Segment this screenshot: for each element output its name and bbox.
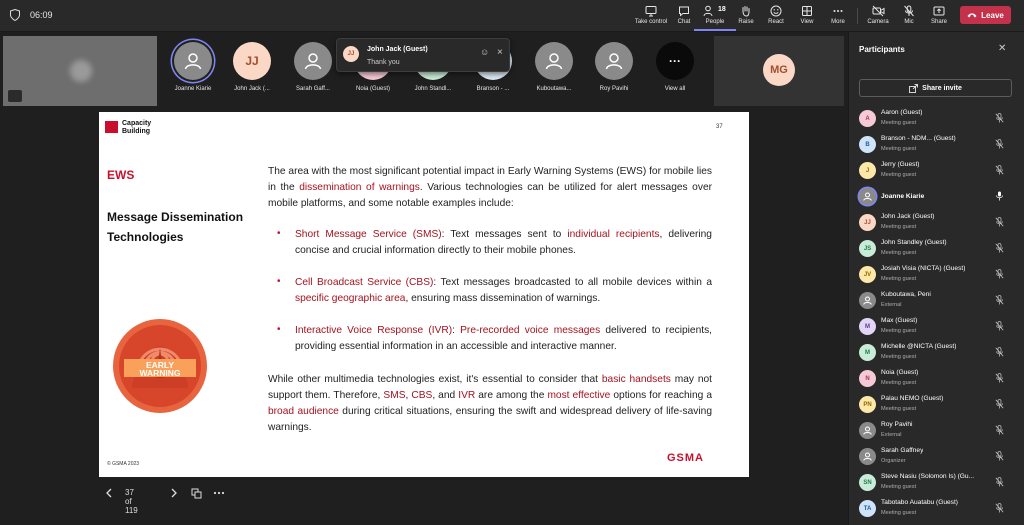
- avatar: JJ: [233, 42, 271, 80]
- mic-off-icon: [995, 477, 1004, 487]
- avatar: B: [859, 136, 876, 153]
- person-icon: [603, 50, 625, 72]
- early-warning-badge: [112, 318, 208, 419]
- list-item[interactable]: M Michelle @NICTA (Guest) Meeting guest: [849, 340, 1024, 366]
- list-item[interactable]: M Max (Guest) Meeting guest: [849, 314, 1024, 340]
- participant-tile[interactable]: JJ John Jack (...: [222, 42, 282, 104]
- self-video-tile[interactable]: [3, 36, 157, 106]
- shared-slide: [99, 112, 749, 477]
- close-icon[interactable]: ✕: [998, 43, 1007, 54]
- avatar: PN: [859, 396, 876, 413]
- participant-tile[interactable]: Sarah Gaff...: [283, 42, 343, 104]
- chat-button[interactable]: Chat: [663, 3, 705, 31]
- mic-off-icon: [995, 451, 1004, 461]
- list-item[interactable]: Roy Pavihi External: [849, 418, 1024, 444]
- react-icon: [770, 5, 782, 17]
- list-item[interactable]: J Jerry (Guest) Meeting guest: [849, 158, 1024, 184]
- toast-sender: John Jack (Guest): [367, 46, 428, 53]
- person-icon: [862, 295, 873, 306]
- slide-page-number: 37: [716, 124, 723, 130]
- avatar: [859, 188, 876, 205]
- more-icon: [832, 5, 844, 17]
- avatar: M: [859, 318, 876, 335]
- list-item[interactable]: SN Steve Nasiu (Solomon Is) (Gu... Meeting guest: [849, 470, 1024, 496]
- list-item[interactable]: JS John Standley (Guest) Meeting guest: [849, 236, 1024, 262]
- mic-off-icon: [995, 113, 1004, 123]
- blurred-self-view: [70, 60, 92, 82]
- person-icon: [543, 50, 565, 72]
- mic-off-icon: [995, 243, 1004, 253]
- avatar: JV: [859, 266, 876, 283]
- camera-button[interactable]: Camera: [857, 3, 899, 31]
- avatar: [535, 42, 573, 80]
- badge-line1: EARLY: [145, 360, 175, 370]
- mic-off-icon: [995, 425, 1004, 435]
- mic-off-icon: [995, 321, 1004, 331]
- list-item[interactable]: A Aaron (Guest) Meeting guest: [849, 106, 1024, 132]
- leave-button[interactable]: Leave: [960, 6, 1011, 24]
- slide-intro-paragraph: The area with the most significant potential impact in Early Warning Systems (EWS) for mobile lies in the dissemination of warnings. Various technologies can be utilized for alert messages over mobile platforms, and some notable examples include:: [268, 166, 712, 209]
- avatar: JJ: [859, 214, 876, 231]
- panel-title: Participants: [859, 45, 905, 54]
- active-speaker-tile[interactable]: [714, 36, 844, 106]
- avatar: M: [859, 344, 876, 361]
- person-icon: [862, 191, 873, 202]
- avatar: [859, 292, 876, 309]
- view-button[interactable]: View: [786, 3, 828, 31]
- chat-notification[interactable]: [336, 38, 510, 72]
- video-gallery: [0, 34, 848, 106]
- avatar: TA: [859, 500, 876, 517]
- mic-off-icon: [995, 399, 1004, 409]
- mic-off-icon: [995, 165, 1004, 175]
- avatar: [859, 422, 876, 439]
- list-item[interactable]: N Noia (Guest) Meeting guest: [849, 366, 1024, 392]
- mic-off-icon: [995, 347, 1004, 357]
- list-item[interactable]: Joanne Kiarie: [849, 184, 1024, 210]
- participant-tile[interactable]: Roy Pavihi: [584, 42, 644, 104]
- people-count-badge: 18: [718, 6, 726, 13]
- list-item[interactable]: B Branson - NDM... (Guest) Meeting guest: [849, 132, 1024, 158]
- list-item[interactable]: PN Palau NEMO (Guest) Meeting guest: [849, 392, 1024, 418]
- hang-up-icon: [967, 12, 977, 18]
- raise-hand-button[interactable]: Raise: [725, 3, 767, 31]
- meeting-timer: 06:09: [30, 10, 53, 20]
- list-item[interactable]: Sarah Gaffney Organizer: [849, 444, 1024, 470]
- avatar: N: [859, 370, 876, 387]
- raise-hand-icon: [740, 5, 752, 17]
- slide-copyright: © GSMA 2023: [107, 461, 140, 467]
- list-item[interactable]: Kuboutawa, Peni External: [849, 288, 1024, 314]
- mic-off-icon: [995, 295, 1004, 305]
- participants-panel: [848, 32, 1024, 525]
- mic-button[interactable]: Mic: [888, 3, 930, 31]
- people-icon: [703, 5, 717, 17]
- more-button[interactable]: More: [817, 3, 859, 31]
- react-button[interactable]: React: [755, 3, 797, 31]
- badge-line2: WARNING: [139, 368, 181, 378]
- shield-icon: [10, 9, 20, 21]
- mic-off-icon: [995, 373, 1004, 383]
- list-item[interactable]: JV Josiah Visia (NICTA) (Guest) Meeting guest: [849, 262, 1024, 288]
- take-control-button[interactable]: Take control: [630, 3, 672, 31]
- mic-off-icon: [995, 139, 1004, 149]
- avatar: [859, 448, 876, 465]
- meeting-toolbar: [0, 0, 1024, 32]
- mic-on-icon: [995, 191, 1004, 201]
- avatar: JS: [859, 240, 876, 257]
- toast-message: Thank you: [367, 59, 400, 66]
- mic-off-icon: [995, 503, 1004, 513]
- mic-off-icon: [995, 269, 1004, 279]
- list-item[interactable]: JJ John Jack (Guest) Meeting guest: [849, 210, 1024, 236]
- bullet-icon: •: [277, 324, 281, 335]
- share-button[interactable]: Share: [918, 3, 960, 31]
- slide-section: EWS: [107, 168, 135, 182]
- avatar: A: [859, 110, 876, 127]
- avatar: MG: [763, 54, 795, 86]
- share-invite-button[interactable]: Share invite: [859, 79, 1012, 97]
- avatar: [174, 42, 212, 80]
- list-item[interactable]: TA Tabotabo Auatabu (Guest) Meeting guest: [849, 496, 1024, 522]
- participant-tile[interactable]: Branson - ...: [463, 42, 523, 104]
- slide-closing-paragraph: While other multimedia technologies exist, it's essential to consider that basic handsets may not support them. Therefore, SMS, CBS, and IVR are among the most effective options for reaching a broad audience during critical situations, ensuring the swift and widespread delivery of life-saving warnings.: [268, 374, 713, 433]
- person-icon: [182, 50, 204, 72]
- avatar: J: [859, 162, 876, 179]
- person-icon: [862, 451, 873, 462]
- participant-tile[interactable]: John Standl...: [403, 42, 463, 104]
- participant-tile[interactable]: Noia (Guest): [343, 42, 403, 104]
- slide-logo-text: Capacity Building: [122, 120, 152, 135]
- bullet-icon: •: [277, 228, 281, 239]
- camera-off-icon: [872, 5, 885, 17]
- slide-counter: 37 of 119: [125, 488, 138, 515]
- react-icon[interactable]: ☺: [480, 47, 490, 57]
- more-icon: ···: [656, 42, 694, 80]
- people-button[interactable]: 18 People: [694, 3, 736, 31]
- early-warning-icon: [112, 318, 208, 414]
- slide-grid-icon[interactable]: [191, 488, 202, 499]
- more-options-icon[interactable]: [213, 491, 225, 495]
- gsma-brand-logo: GSMA: [667, 452, 704, 464]
- slide-bullet-ivr: • Interactive Voice Response (IVR): Pre-recorded voice messages delivered to recipients, providing essential information in an accessible and interactive manner.: [277, 324, 712, 352]
- mic-off-icon: [903, 5, 915, 17]
- previous-slide-icon[interactable]: [105, 488, 113, 498]
- avatar: JJ: [343, 46, 359, 62]
- share-icon: [909, 84, 918, 93]
- slide-bullet-cbs: • Cell Broadcast Service (CBS): Text messages broadcasted to all mobile devices within a specific geographic area, ensuring mass dissemination of warnings.: [277, 276, 712, 304]
- avatar: SN: [859, 474, 876, 491]
- avatar: [294, 42, 332, 80]
- view-icon: [801, 5, 813, 17]
- share-icon: [933, 5, 945, 17]
- next-slide-icon[interactable]: [170, 488, 178, 498]
- self-mic-indicator: [8, 90, 22, 102]
- close-icon[interactable]: ×: [497, 47, 503, 58]
- participant-tile[interactable]: Kuboutawa...: [524, 42, 584, 104]
- bullet-icon: •: [277, 276, 281, 287]
- gsma-logo-icon: [105, 121, 118, 133]
- slide-bullet-sms: • Short Message Service (SMS): Text messages sent to individual recipients, delivering concise and crucial information directly to their mobile phones.: [277, 228, 712, 256]
- chat-icon: [678, 5, 690, 17]
- participant-tile[interactable]: Joanne Kiarie: [163, 42, 223, 104]
- avatar: [595, 42, 633, 80]
- person-icon: [862, 425, 873, 436]
- slide-subtitle: Message Dissemination Technologies: [107, 210, 244, 244]
- view-all-button[interactable]: ··· View all: [645, 42, 705, 104]
- mic-off-icon: [995, 217, 1004, 227]
- take-control-icon: [645, 5, 657, 17]
- person-icon: [302, 50, 324, 72]
